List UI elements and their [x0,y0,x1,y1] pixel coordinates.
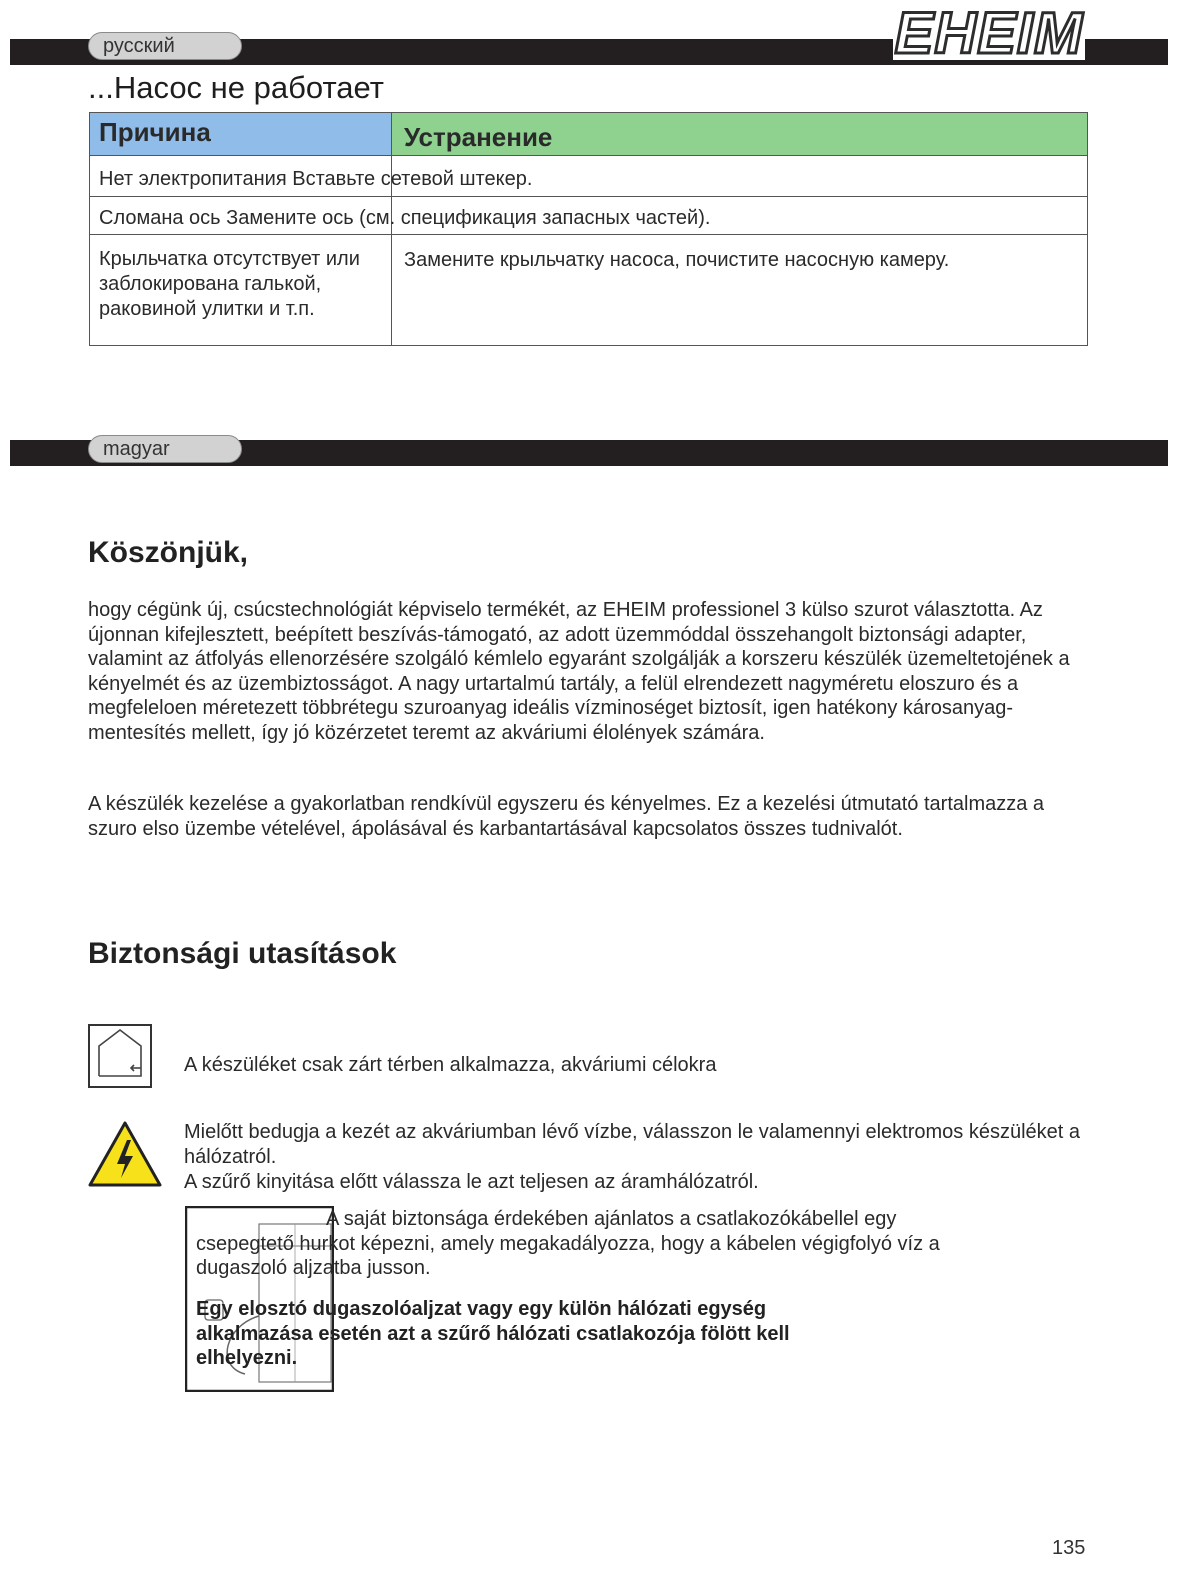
page-number: 135 [1052,1537,1086,1559]
safety-heading: Biztonsági utasítások [88,937,397,970]
language-tab-russian: русский [88,32,242,60]
electric-warning-icon [87,1120,163,1188]
safety-unplug-line-1: Mielőtt bedugja a kezét az akváriumban lévő vízbe, válasszon le valamennyi elektromos készüléket a hálózatról. [184,1121,1081,1168]
troubleshooting-title: ...Насос не работает [88,70,384,105]
safety-unplug-text [184,1120,1084,1195]
table-header-row [90,113,1087,156]
table-row-text: Сломана ось Замените ось (см. спецификация запасных частей). [99,207,711,229]
safety-unplug-line-2: A szűrő kinyitása előtt válassza le azt teljesen az áramhálózatról. [184,1171,759,1193]
safety-outlet-text: Egy elosztó dugaszolóaljzat vagy egy külön hálózati egység alkalmazása esetén azt a szűrő hálózati csatlakozója fölött kell elhelyezni. [196,1298,790,1369]
table-cell-cause: Крыльчатка отсутствует или заблокирована галькой, раковиной улитки и т.п. [90,235,392,345]
safety-indoor-text: A készüléket csak zárt térben alkalmazza, akváriumi célokra [184,1054,717,1076]
column-header-fix: Устранение [392,113,1087,155]
eheim-logo: EHEIM [894,1,1084,66]
language-tab-hungarian: magyar [88,435,242,463]
table-row [90,235,1087,345]
safety-drip-loop-text: A saját biztonsága érdekében ajánlatos a csatlakozókábellel egy csepegtető hurkot képezni, amely megakadályozza, hogy a kábelen végigfolyó víz a dugaszoló aljzatba jusson. [196,1208,940,1279]
intro-paragraph: hogy cégünk új, csúcstechnológiát képviselo termékét, az EHEIM professionel 3 külso szurot választotta. Az újonnan kifejlesztett, beépített beszívás-támogató, az adott üzemmóddal összehangolt biztonsági adapter, valamint az átfolyás ellenorzésére szolgáló kémlelo egyaránt szolgálják a korszeru készülék üzemeltetojének a kényelmét és az üzembiztosságot. A nagy urtartalmú tartály, a felül elrendezett nagyméretu eloszuro és a megfeleloen méretezett többrétegu szuroanyag ideális vízminoséget biztosít, igen hatékony károsanyag-mentesítés mellett, így jó közérzetet teremt az akváriumi élolények számára. [88,599,1070,744]
troubleshooting-table [89,112,1088,346]
indoor-use-icon [88,1024,152,1088]
thanks-heading: Köszönjük, [88,536,249,569]
table-row-text: Нет электропитания Вставьте сетевой штекер. [99,168,533,190]
table-row [90,197,1087,235]
table-row [90,156,1087,197]
usage-paragraph: A készülék kezelése a gyakorlatban rendkívül egyszeru és kényelmes. Ez a kezelési útmutató tartalmazza a szuro elso üzembe vételével, ápolásával és karbantartásával kapcsolatos összes tudnivalót. [88,793,1045,840]
table-cell-fix: Замените крыльчатку насоса, почистите насосную камеру. [404,249,950,271]
column-header-cause: Причина [90,113,392,155]
